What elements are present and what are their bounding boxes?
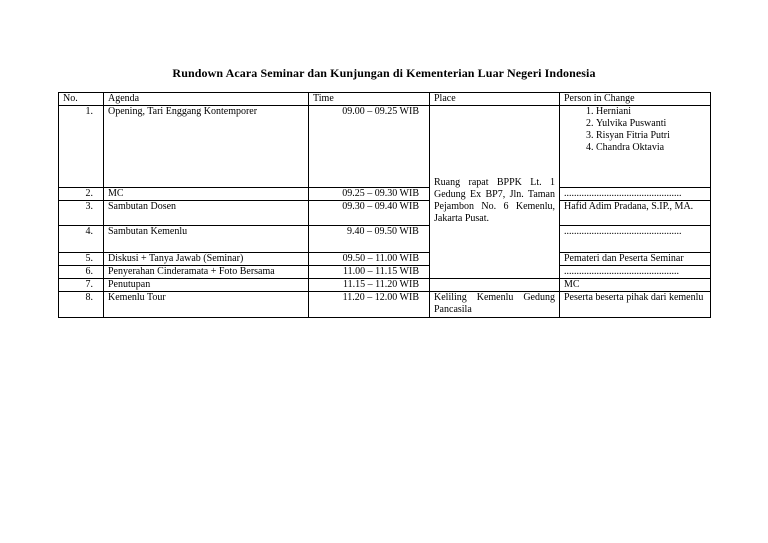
row-time: 09.00 – 09.25 WIB xyxy=(309,106,430,188)
header-no: No. xyxy=(59,93,104,106)
table-row xyxy=(59,226,711,253)
row-no: 1. xyxy=(59,106,104,188)
row-person: Peserta beserta pihak dari kemenlu xyxy=(560,292,711,318)
person-list xyxy=(564,106,706,154)
table-row xyxy=(59,266,711,279)
table-row xyxy=(59,106,711,188)
person-list-item: 2. Yulvika Puswanti xyxy=(596,118,706,130)
row-time: 09.30 – 09.40 WIB xyxy=(309,201,430,226)
header-place: Place xyxy=(430,93,560,106)
row-agenda: Opening, Tari Enggang Kontemporer xyxy=(104,106,309,188)
row-person: ............................................... xyxy=(560,226,711,253)
header-time: Time xyxy=(309,93,430,106)
person-list-item: 1. Herniani xyxy=(596,106,706,118)
rundown-table xyxy=(58,92,711,318)
row-no: 2. xyxy=(59,188,104,201)
row-no: 3. xyxy=(59,201,104,226)
row-agenda: Penyerahan Cinderamata + Foto Bersama xyxy=(104,266,309,279)
row-time: 11.20 – 12.00 WIB xyxy=(309,292,430,318)
document-title: Rundown Acara Seminar dan Kunjungan di Kementerian Luar Negeri Indonesia xyxy=(172,66,596,80)
row-time: 09.25 – 09.30 WIB xyxy=(309,188,430,201)
row-agenda: Sambutan Kemenlu xyxy=(104,226,309,253)
person-list-item: 4. Chandra Oktavia xyxy=(596,142,706,154)
table-row xyxy=(59,253,711,266)
row-agenda: Diskusi + Tanya Jawab (Seminar) xyxy=(104,253,309,266)
row-time: 11.15 – 11.20 WIB xyxy=(309,279,430,292)
row-time: 09.50 – 11.00 WIB xyxy=(309,253,430,266)
row-person: Pemateri dan Peserta Seminar xyxy=(560,253,711,266)
row-agenda: Sambutan Dosen xyxy=(104,201,309,226)
table-row xyxy=(59,292,711,318)
row-no: 6. xyxy=(59,266,104,279)
row-no: 4. xyxy=(59,226,104,253)
row-person: ............................................... xyxy=(560,188,711,201)
row-no: 5. xyxy=(59,253,104,266)
row-person xyxy=(560,106,711,188)
row-agenda: Penutupan xyxy=(104,279,309,292)
table-row xyxy=(59,201,711,226)
header-person: Person in Change xyxy=(560,93,711,106)
row-person: .............................................. xyxy=(560,266,711,279)
row-time: 9.40 – 09.50 WIB xyxy=(309,226,430,253)
row-no: 8. xyxy=(59,292,104,318)
row-person: Hafid Adim Pradana, S.IP., MA. xyxy=(560,201,711,226)
row-agenda: Kemenlu Tour xyxy=(104,292,309,318)
shared-place: Ruang rapat BPPK Lt. 1 Gedung Ex BP7, Jln. Taman Pejambon No. 6 Kemenlu, Jakarta Pusat. xyxy=(430,106,560,279)
row-time: 11.00 – 11.15 WIB xyxy=(309,266,430,279)
table-row xyxy=(59,279,711,292)
table-header-row xyxy=(59,93,711,106)
person-list-item: 3. Risyan Fitria Putri xyxy=(596,130,706,142)
row-person: MC xyxy=(560,279,711,292)
row-no: 7. xyxy=(59,279,104,292)
header-agenda: Agenda xyxy=(104,93,309,106)
row-place-empty xyxy=(430,279,560,292)
row-place: Keliling Kemenlu Gedung Pancasila xyxy=(430,292,560,318)
table-row xyxy=(59,188,711,201)
row-agenda: MC xyxy=(104,188,309,201)
